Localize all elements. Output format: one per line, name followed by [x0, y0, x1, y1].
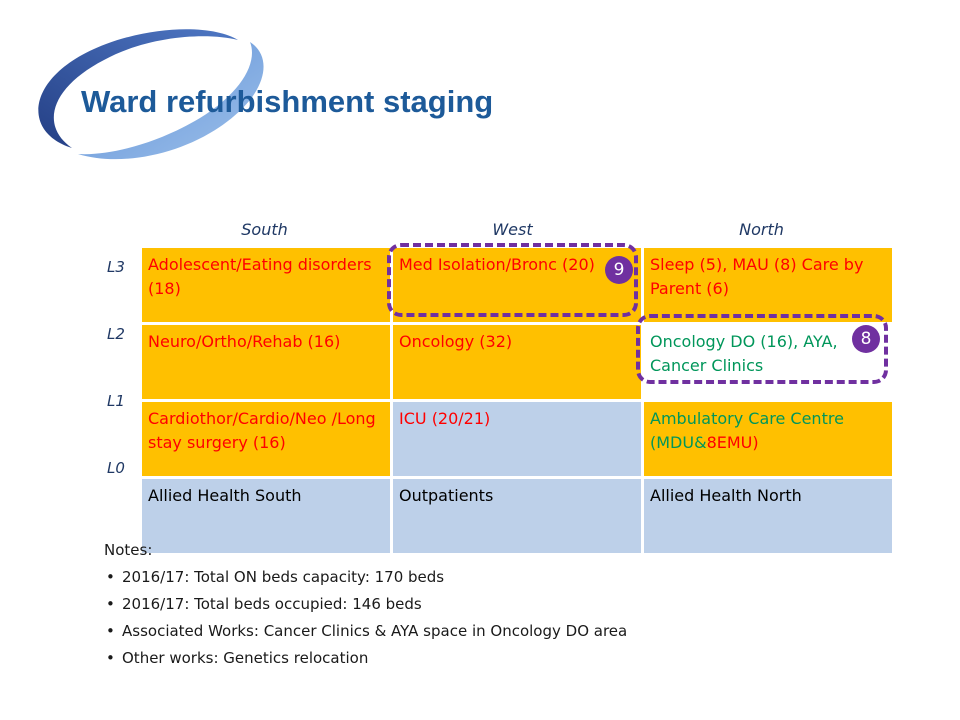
- column-header-north: North: [739, 220, 784, 239]
- notes-title: Notes:: [104, 541, 153, 559]
- badge-north-l2: 8: [852, 325, 880, 353]
- cell-south-l0: Allied Health South: [142, 478, 392, 554]
- cell-west-l3: Med Isolation/Bronc (20): [392, 248, 643, 324]
- cell-west-l1: ICU (20/21): [392, 401, 643, 478]
- cell-north-l1: [643, 401, 893, 478]
- badge-west-l3: 9: [605, 256, 633, 284]
- list-item: • Associated Works: Cancer Clinics & AYA space in Oncology DO area: [104, 618, 627, 645]
- cell-south-l1: Cardiothor/Cardio/Neo /Long stay surgery (16): [142, 401, 392, 478]
- notes-section: [104, 541, 627, 672]
- table-row-l1: [142, 401, 892, 478]
- row-label-l0: L0: [107, 459, 125, 477]
- cell-north-l2: Oncology DO (16), AYA, Cancer Clinics: [643, 324, 893, 401]
- cell-north-l1-text-b: 8EMU): [706, 433, 759, 452]
- cell-north-l1-text-a: Ambulatory Care Centre (MDU&: [650, 409, 844, 452]
- table-row-l3: [142, 248, 892, 324]
- cell-south-l2: Neuro/Ortho/Rehab (16): [142, 324, 392, 401]
- cell-west-l2: Oncology (32): [392, 324, 643, 401]
- row-label-l2: L2: [107, 325, 125, 343]
- list-item: • Other works: Genetics relocation: [104, 645, 627, 672]
- cell-south-l3: Adolescent/Eating disorders (18): [142, 248, 392, 324]
- notes-list: [104, 564, 627, 672]
- cell-north-l3: Sleep (5), MAU (8) Care by Parent (6): [643, 248, 893, 324]
- row-label-l1: L1: [107, 392, 125, 410]
- staging-table: [142, 248, 892, 553]
- table-row-l2: [142, 324, 892, 401]
- list-item: • 2016/17: Total beds occupied: 146 beds: [104, 591, 627, 618]
- list-item: • 2016/17: Total ON beds capacity: 170 beds: [104, 564, 627, 591]
- column-header-west: West: [492, 220, 533, 239]
- cell-west-l0: Outpatients: [392, 478, 643, 554]
- cell-north-l0: Allied Health North: [643, 478, 893, 554]
- row-label-l3: L3: [107, 258, 125, 276]
- page-title: Ward refurbishment staging: [81, 84, 494, 119]
- column-header-south: South: [241, 220, 288, 239]
